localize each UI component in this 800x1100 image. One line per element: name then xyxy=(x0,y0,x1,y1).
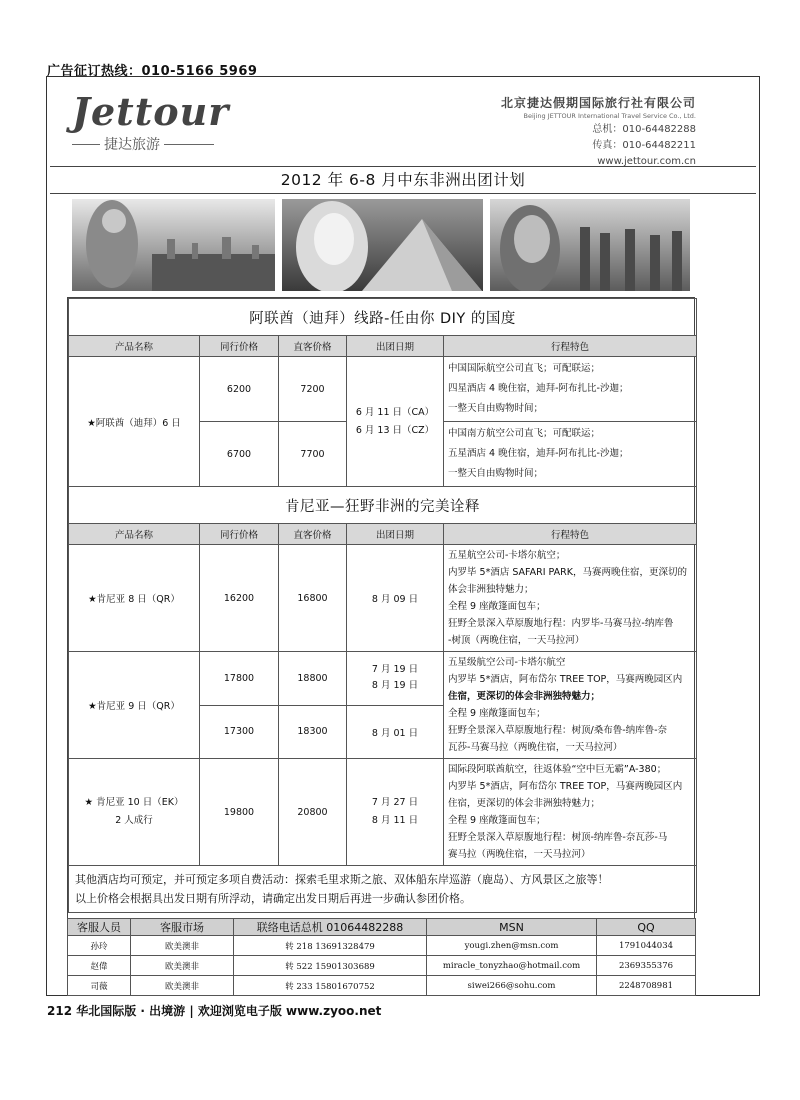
col-header-peer: 同行价格 xyxy=(200,336,279,357)
col-header-date: 出团日期 xyxy=(347,336,444,357)
staff-phone: 转 522 15901303689 xyxy=(234,956,427,976)
kenya-section-title: 肯尼亚—狂野非洲的完美诠释 xyxy=(69,487,697,524)
company-name-en: Beijing JETTOUR International Travel Service Co., Ltd. xyxy=(523,112,696,120)
page-footer: 212 华北国际版 · 出境游 | 欢迎浏览电子版 www.zyoo.net xyxy=(47,1004,382,1018)
staff-qq: 2248708981 xyxy=(597,976,696,996)
col-header-direct: 直客价格 xyxy=(279,336,347,357)
logo-wordmark: Jettour xyxy=(72,89,230,134)
kenya9-features: 五星级航空公司-卡塔尔航空 内罗毕 5*酒店，阿布岱尔 TREE TOP，马赛两晚园区内 住宿，更深切的体会非洲独特魅力； 全程 9 座敞篷面包车； 狂野全景深入草原腹地行程：树顶/桑布鲁-纳库鲁-奈 瓦莎-马赛马拉（两晚住宿，一天马拉河） xyxy=(444,652,697,759)
col-header-feature: 行程特色 xyxy=(444,524,697,545)
kenya9-product-name: ★肯尼亚 9 日（QR） xyxy=(69,652,200,759)
col-header-direct: 直客价格 xyxy=(279,524,347,545)
staff-name: 孙玲 xyxy=(68,936,131,956)
col-header-name: 产品名称 xyxy=(69,524,200,545)
company-name-cn: 北京捷达假期国际旅行社有限公司 xyxy=(500,96,696,110)
kenya10-features: 国际段阿联酋航空，往返体验“空中巨无霸”A-380； 内罗毕 5*酒店，阿布岱尔 TREE TOP，马赛两晚园区内 住宿，更深切的体会非洲独特魅力； 全程 9 座敞篷面包车； 狂野全景深入草原腹地行程：树顶-纳库鲁-奈瓦莎-马 赛马拉（两晚住宿，一天马拉河） xyxy=(444,759,697,866)
ad-hotline: 广告征订热线：010-5166 5969 xyxy=(47,64,258,79)
company-info xyxy=(501,94,696,168)
col-header-name: 产品名称 xyxy=(69,336,200,357)
uae-product-name: ★阿联酋（迪拜）6 日 xyxy=(69,357,200,487)
product-table xyxy=(67,297,695,933)
staff-market: 欧美澳非 xyxy=(131,956,234,976)
price-direct: 18300 xyxy=(279,705,347,759)
table-row xyxy=(68,976,696,996)
company-fax: 传真：010-64482211 xyxy=(592,140,696,151)
company-phone: 总机：010-64482288 xyxy=(592,124,696,135)
staff-phone: 转 233 15801670752 xyxy=(234,976,427,996)
table-row xyxy=(68,956,696,976)
price-direct: 7200 xyxy=(279,357,347,422)
col-header-date: 出团日期 xyxy=(347,524,444,545)
staff-msn: yougi.zhen@msn.com xyxy=(427,936,597,956)
svc-header-phone: 联络电话总机 01064482288 xyxy=(234,919,427,936)
kenya8-product-name: ★肯尼亚 8 日（QR） xyxy=(69,545,200,652)
uae-features-1: 中国国际航空公司直飞；可配联运； 四星酒店 4 晚住宿，迪拜-阿布扎比-沙迦； 一整天自由购物时间； xyxy=(444,357,697,422)
staff-msn: miracle_tonyzhao@hotmail.com xyxy=(427,956,597,976)
jettour-logo xyxy=(72,89,232,162)
kenya10-dates: 7 月 27 日 8 月 11 日 xyxy=(347,759,444,866)
price-direct: 18800 xyxy=(279,652,347,706)
price-peer: 6700 xyxy=(200,422,279,487)
price-peer: 17800 xyxy=(200,652,279,706)
price-peer: 17300 xyxy=(200,705,279,759)
staff-phone: 转 218 13691328479 xyxy=(234,936,427,956)
notes: 其他酒店均可预定，并可预定多项自费活动：探索毛里求斯之旅、双体船东岸巡游（鹿岛）、方风景区之旅等！ 以上价格会根据具出发日期有所浮动，请确定出发日期后再进一步确认参团价格。 xyxy=(69,866,697,913)
price-peer: 16200 xyxy=(200,545,279,652)
desert-ruins-photo xyxy=(72,199,275,291)
kenya9-date-2: 8 月 01 日 xyxy=(347,705,444,759)
kenya8-features: 五星航空公司-卡塔尔航空； 内罗毕 5*酒店 SAFARI PARK，马赛两晚住宿，更深切的 体会非洲独特魅力； 全程 9 座敞篷面包车； 狂野全景深入草原腹地行程：内罗毕-马赛马拉-纳库鲁 -树顶（两晚住宿，一天马拉河） xyxy=(444,545,697,652)
price-peer: 19800 xyxy=(200,759,279,866)
svc-header-market: 客服市场 xyxy=(131,919,234,936)
page-title: 2012 年 6-8 月中东非洲出团计划 xyxy=(50,166,756,194)
uae-section-title: 阿联酋（迪拜）线路-任由你 DIY 的国度 xyxy=(69,299,697,336)
staff-msn: siwei266@sohu.com xyxy=(427,976,597,996)
temple-photo xyxy=(490,199,690,291)
kenya8-date: 8 月 09 日 xyxy=(347,545,444,652)
col-header-peer: 同行价格 xyxy=(200,524,279,545)
pyramid-photo xyxy=(282,199,483,291)
company-website: www.jettour.com.cn xyxy=(597,156,696,167)
svc-header-qq: QQ xyxy=(597,919,696,936)
price-direct: 16800 xyxy=(279,545,347,652)
service-table xyxy=(67,918,695,996)
logo-subtitle: 捷达旅游 xyxy=(104,137,160,153)
price-direct: 7700 xyxy=(279,422,347,487)
kenya10-product-name: ★ 肯尼亚 10 日（EK） 2 人成行 xyxy=(69,759,200,866)
uae-dates: 6 月 11 日（CA） 6 月 13 日（CZ） xyxy=(347,357,444,487)
svc-header-staff: 客服人员 xyxy=(68,919,131,936)
price-direct: 20800 xyxy=(279,759,347,866)
price-peer: 6200 xyxy=(200,357,279,422)
kenya9-dates-1: 7 月 19 日 8 月 19 日 xyxy=(347,652,444,706)
staff-qq: 2369355376 xyxy=(597,956,696,976)
svc-header-msn: MSN xyxy=(427,919,597,936)
staff-market: 欧美澳非 xyxy=(131,976,234,996)
staff-qq: 1791044034 xyxy=(597,936,696,956)
col-header-feature: 行程特色 xyxy=(444,336,697,357)
table-row xyxy=(68,936,696,956)
staff-name: 司薇 xyxy=(68,976,131,996)
staff-market: 欧美澳非 xyxy=(131,936,234,956)
staff-name: 赵偉 xyxy=(68,956,131,976)
uae-features-2: 中国南方航空公司直飞；可配联运； 五星酒店 4 晚住宿，迪拜-阿布扎比-沙迦； 一整天自由购物时间； xyxy=(444,422,697,487)
